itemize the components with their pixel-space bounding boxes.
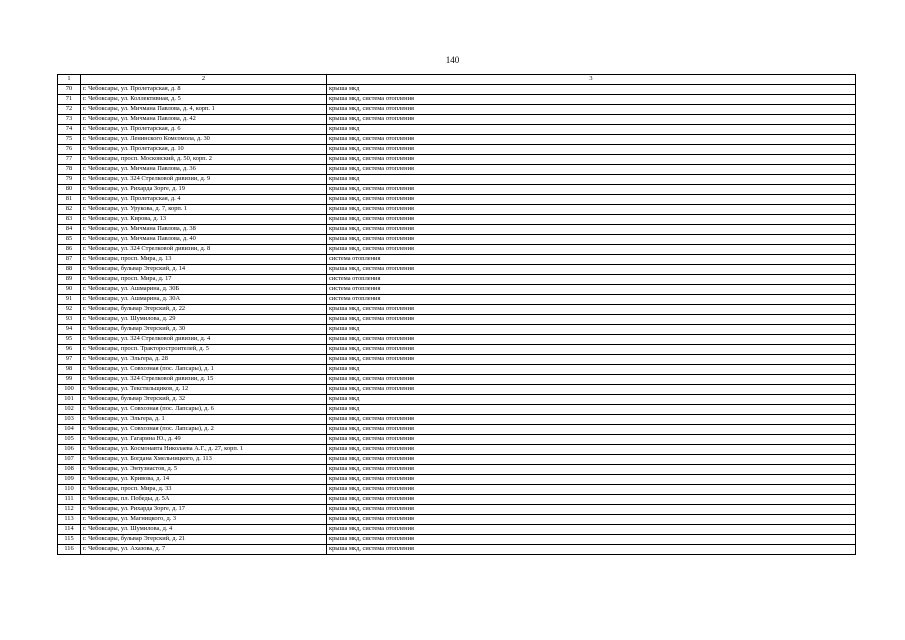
row-number-cell: 91 (58, 295, 81, 305)
row-number-cell: 87 (58, 255, 81, 265)
work-type-cell: крыша мкд (327, 325, 856, 335)
address-cell: г. Чебоксары, ул. Эльгера, д. 28 (81, 355, 327, 365)
address-cell: г. Чебоксары, просп. Мира, д. 17 (81, 275, 327, 285)
row-number-cell: 75 (58, 135, 81, 145)
table-body (58, 75, 856, 555)
work-type-cell: крыша мкд, система отопления (327, 155, 856, 165)
address-cell: г. Чебоксары, ул. Текстильщиков, д. 12 (81, 385, 327, 395)
table-row (58, 415, 856, 425)
table-row (58, 425, 856, 435)
table-row (58, 265, 856, 275)
work-type-cell: крыша мкд, система отопления (327, 245, 856, 255)
table-row (58, 245, 856, 255)
work-type-cell: крыша мкд, система отопления (327, 315, 856, 325)
work-type-cell: крыша мкд (327, 175, 856, 185)
row-number-cell: 115 (58, 535, 81, 545)
table-row (58, 145, 856, 155)
address-cell: г. Чебоксары, ул. Ахазова, д. 7 (81, 545, 327, 555)
table-row (58, 335, 856, 345)
row-number-cell: 98 (58, 365, 81, 375)
work-type-cell: крыша мкд, система отопления (327, 455, 856, 465)
repair-list-table (57, 74, 856, 555)
row-number-cell: 84 (58, 225, 81, 235)
address-cell: г. Чебоксары, бульвар Эгерский, д. 22 (81, 305, 327, 315)
table-row (58, 235, 856, 245)
table-row (58, 535, 856, 545)
address-cell: г. Чебоксары, ул. Шумилова, д. 4 (81, 525, 327, 535)
row-number-cell: 108 (58, 465, 81, 475)
row-number-cell: 76 (58, 145, 81, 155)
address-cell: г. Чебоксары, бульвар Эгерский, д. 21 (81, 535, 327, 545)
address-cell: г. Чебоксары, ул. Мичмана Павлова, д. 4, корп. 1 (81, 105, 327, 115)
row-number-cell: 79 (58, 175, 81, 185)
work-type-cell: крыша мкд, система отопления (327, 95, 856, 105)
header-col-1: 1 (58, 75, 81, 85)
row-number-cell: 77 (58, 155, 81, 165)
work-type-cell: крыша мкд, система отопления (327, 385, 856, 395)
row-number-cell: 107 (58, 455, 81, 465)
work-type-cell: крыша мкд, система отопления (327, 235, 856, 245)
work-type-cell: крыша мкд, система отопления (327, 465, 856, 475)
address-cell: г. Чебоксары, бульвар Эгерский, д. 30 (81, 325, 327, 335)
work-type-cell: крыша мкд, система отопления (327, 185, 856, 195)
work-type-cell: крыша мкд, система отопления (327, 205, 856, 215)
address-cell: г. Чебоксары, ул. 324 Стрелковой дивизии, д. 9 (81, 175, 327, 185)
work-type-cell: крыша мкд (327, 85, 856, 95)
row-number-cell: 111 (58, 495, 81, 505)
address-cell: г. Чебоксары, ул. Ленинского Комсомола, д. 30 (81, 135, 327, 145)
table-row (58, 505, 856, 515)
page-number: 140 (445, 55, 460, 65)
work-type-cell: крыша мкд (327, 395, 856, 405)
address-cell: г. Чебоксары, ул. Гагарина Ю., д. 49 (81, 435, 327, 445)
work-type-cell: крыша мкд, система отопления (327, 425, 856, 435)
row-number-cell: 96 (58, 345, 81, 355)
address-cell: г. Чебоксары, ул. Космонавта Николаева А.Г., д. 27, корп. 1 (81, 445, 327, 455)
row-number-cell: 92 (58, 305, 81, 315)
table-row (58, 325, 856, 335)
work-type-cell: крыша мкд, система отопления (327, 135, 856, 145)
table-row (58, 95, 856, 105)
row-number-cell: 106 (58, 445, 81, 455)
address-cell: г. Чебоксары, ул. Пролетарская, д. 8 (81, 85, 327, 95)
table-row (58, 295, 856, 305)
address-cell: г. Чебоксары, пл. Победы, д. 5А (81, 495, 327, 505)
table-row (58, 455, 856, 465)
address-cell: г. Чебоксары, ул. Рихарда Зорге, д. 19 (81, 185, 327, 195)
work-type-cell: крыша мкд, система отопления (327, 495, 856, 505)
row-number-cell: 95 (58, 335, 81, 345)
address-cell: г. Чебоксары, ул. Рихарда Зорге, д. 17 (81, 505, 327, 515)
table-row (58, 225, 856, 235)
address-cell: г. Чебоксары, ул. Ашмарина, д. 30А (81, 295, 327, 305)
table-row (58, 475, 856, 485)
row-number-cell: 85 (58, 235, 81, 245)
address-cell: г. Чебоксары, ул. Ашмарина, д. 30Б (81, 285, 327, 295)
row-number-cell: 83 (58, 215, 81, 225)
work-type-cell: крыша мкд, система отопления (327, 335, 856, 345)
row-number-cell: 89 (58, 275, 81, 285)
work-type-cell: крыша мкд, система отопления (327, 305, 856, 315)
table-row (58, 285, 856, 295)
address-cell: г. Чебоксары, ул. Энтузиастов, д. 5 (81, 465, 327, 475)
work-type-cell: крыша мкд, система отопления (327, 105, 856, 115)
row-number-cell: 97 (58, 355, 81, 365)
table-row (58, 405, 856, 415)
table-row (58, 465, 856, 475)
work-type-cell: крыша мкд, система отопления (327, 415, 856, 425)
address-cell: г. Чебоксары, ул. Кривова, д. 14 (81, 475, 327, 485)
work-type-cell: крыша мкд, система отопления (327, 165, 856, 175)
table-row (58, 255, 856, 265)
address-cell: г. Чебоксары, ул. Пролетарская, д. 4 (81, 195, 327, 205)
table-row (58, 195, 856, 205)
row-number-cell: 112 (58, 505, 81, 515)
work-type-cell: крыша мкд, система отопления (327, 505, 856, 515)
table-row (58, 315, 856, 325)
row-number-cell: 102 (58, 405, 81, 415)
row-number-cell: 88 (58, 265, 81, 275)
address-cell: г. Чебоксары, ул. Пролетарская, д. 10 (81, 145, 327, 155)
work-type-cell: крыша мкд, система отопления (327, 485, 856, 495)
row-number-cell: 101 (58, 395, 81, 405)
address-cell: г. Чебоксары, ул. Совхозная (пос. Лапсары), д. 2 (81, 425, 327, 435)
address-cell: г. Чебоксары, ул. 324 Стрелковой дивизии, д. 15 (81, 375, 327, 385)
row-number-cell: 70 (58, 85, 81, 95)
row-number-cell: 72 (58, 105, 81, 115)
work-type-cell: крыша мкд, система отопления (327, 355, 856, 365)
row-number-cell: 103 (58, 415, 81, 425)
work-type-cell: крыша мкд, система отопления (327, 535, 856, 545)
address-cell: г. Чебоксары, ул. Мичмана Павлова, д. 38 (81, 225, 327, 235)
table-row (58, 355, 856, 365)
work-type-cell: крыша мкд (327, 365, 856, 375)
table-header-row (58, 75, 856, 85)
row-number-cell: 80 (58, 185, 81, 195)
work-type-cell: система отопления (327, 275, 856, 285)
row-number-cell: 82 (58, 205, 81, 215)
work-type-cell: крыша мкд, система отопления (327, 375, 856, 385)
row-number-cell: 116 (58, 545, 81, 555)
address-cell: г. Чебоксары, ул. Эльгера, д. 1 (81, 415, 327, 425)
table-row (58, 165, 856, 175)
row-number-cell: 86 (58, 245, 81, 255)
address-cell: г. Чебоксары, бульвар Эгерский, д. 14 (81, 265, 327, 275)
work-type-cell: крыша мкд, система отопления (327, 215, 856, 225)
table-row (58, 275, 856, 285)
row-number-cell: 90 (58, 285, 81, 295)
table-row (58, 485, 856, 495)
row-number-cell: 94 (58, 325, 81, 335)
address-cell: г. Чебоксары, ул. Коллективная, д. 5 (81, 95, 327, 105)
table-row (58, 135, 856, 145)
address-cell: г. Чебоксары, ул. Совхозная (пос. Лапсары), д. 6 (81, 405, 327, 415)
work-type-cell: крыша мкд, система отопления (327, 345, 856, 355)
address-cell: г. Чебоксары, ул. Богдана Хмельницкого, д. 113 (81, 455, 327, 465)
work-type-cell: крыша мкд, система отопления (327, 265, 856, 275)
row-number-cell: 109 (58, 475, 81, 485)
table-row (58, 185, 856, 195)
work-type-cell: крыша мкд, система отопления (327, 115, 856, 125)
address-cell: г. Чебоксары, ул. Магницкого, д. 3 (81, 515, 327, 525)
address-cell: г. Чебоксары, ул. Мичмана Павлова, д. 40 (81, 235, 327, 245)
table-row (58, 365, 856, 375)
row-number-cell: 114 (58, 525, 81, 535)
table-row (58, 215, 856, 225)
work-type-cell: крыша мкд (327, 125, 856, 135)
row-number-cell: 73 (58, 115, 81, 125)
table-row (58, 155, 856, 165)
work-type-cell: крыша мкд (327, 405, 856, 415)
table-row (58, 125, 856, 135)
row-number-cell: 78 (58, 165, 81, 175)
table-row (58, 445, 856, 455)
work-type-cell: крыша мкд, система отопления (327, 145, 856, 155)
table-row (58, 305, 856, 315)
table-row (58, 345, 856, 355)
table-row (58, 105, 856, 115)
address-cell: г. Чебоксары, просп. Тракторостроителей, д. 5 (81, 345, 327, 355)
table-row (58, 175, 856, 185)
table-row (58, 525, 856, 535)
row-number-cell: 104 (58, 425, 81, 435)
address-cell: г. Чебоксары, ул. Урукова, д. 7, корп. 1 (81, 205, 327, 215)
table-row (58, 395, 856, 405)
work-type-cell: крыша мкд, система отопления (327, 445, 856, 455)
address-cell: г. Чебоксары, ул. 324 Стрелковой дивизии, д. 8 (81, 245, 327, 255)
work-type-cell: крыша мкд, система отопления (327, 475, 856, 485)
address-cell: г. Чебоксары, ул. Кирова, д. 13 (81, 215, 327, 225)
row-number-cell: 71 (58, 95, 81, 105)
address-cell: г. Чебоксары, ул. 324 Стрелковой дивизии, д. 4 (81, 335, 327, 345)
address-cell: г. Чебоксары, ул. Совхозная (пос. Лапсары), д. 1 (81, 365, 327, 375)
address-cell: г. Чебоксары, просп. Мира, д. 33 (81, 485, 327, 495)
row-number-cell: 110 (58, 485, 81, 495)
table-row (58, 115, 856, 125)
row-number-cell: 93 (58, 315, 81, 325)
address-cell: г. Чебоксары, бульвар Эгерский, д. 32 (81, 395, 327, 405)
work-type-cell: крыша мкд, система отопления (327, 225, 856, 235)
address-cell: г. Чебоксары, просп. Мира, д. 13 (81, 255, 327, 265)
work-type-cell: крыша мкд, система отопления (327, 525, 856, 535)
work-type-cell: крыша мкд, система отопления (327, 195, 856, 205)
work-type-cell: система отопления (327, 255, 856, 265)
address-cell: г. Чебоксары, просп. Московский, д. 50, корп. 2 (81, 155, 327, 165)
table-row (58, 435, 856, 445)
row-number-cell: 81 (58, 195, 81, 205)
table-row (58, 495, 856, 505)
header-col-3: 3 (327, 75, 856, 85)
table-row (58, 545, 856, 555)
row-number-cell: 74 (58, 125, 81, 135)
row-number-cell: 99 (58, 375, 81, 385)
table-row (58, 385, 856, 395)
work-type-cell: крыша мкд, система отопления (327, 435, 856, 445)
work-type-cell: крыша мкд, система отопления (327, 545, 856, 555)
address-cell: г. Чебоксары, ул. Пролетарская, д. 6 (81, 125, 327, 135)
address-cell: г. Чебоксары, ул. Шумилова, д. 29 (81, 315, 327, 325)
table-row (58, 375, 856, 385)
table-row (58, 85, 856, 95)
work-type-cell: система отопления (327, 295, 856, 305)
row-number-cell: 105 (58, 435, 81, 445)
table-row (58, 515, 856, 525)
work-type-cell: система отопления (327, 285, 856, 295)
table-row (58, 205, 856, 215)
work-type-cell: крыша мкд, система отопления (327, 515, 856, 525)
header-col-2: 2 (81, 75, 327, 85)
row-number-cell: 113 (58, 515, 81, 525)
address-cell: г. Чебоксары, ул. Мичмана Павлова, д. 36 (81, 165, 327, 175)
row-number-cell: 100 (58, 385, 81, 395)
address-cell: г. Чебоксары, ул. Мичмана Павлова, д. 42 (81, 115, 327, 125)
